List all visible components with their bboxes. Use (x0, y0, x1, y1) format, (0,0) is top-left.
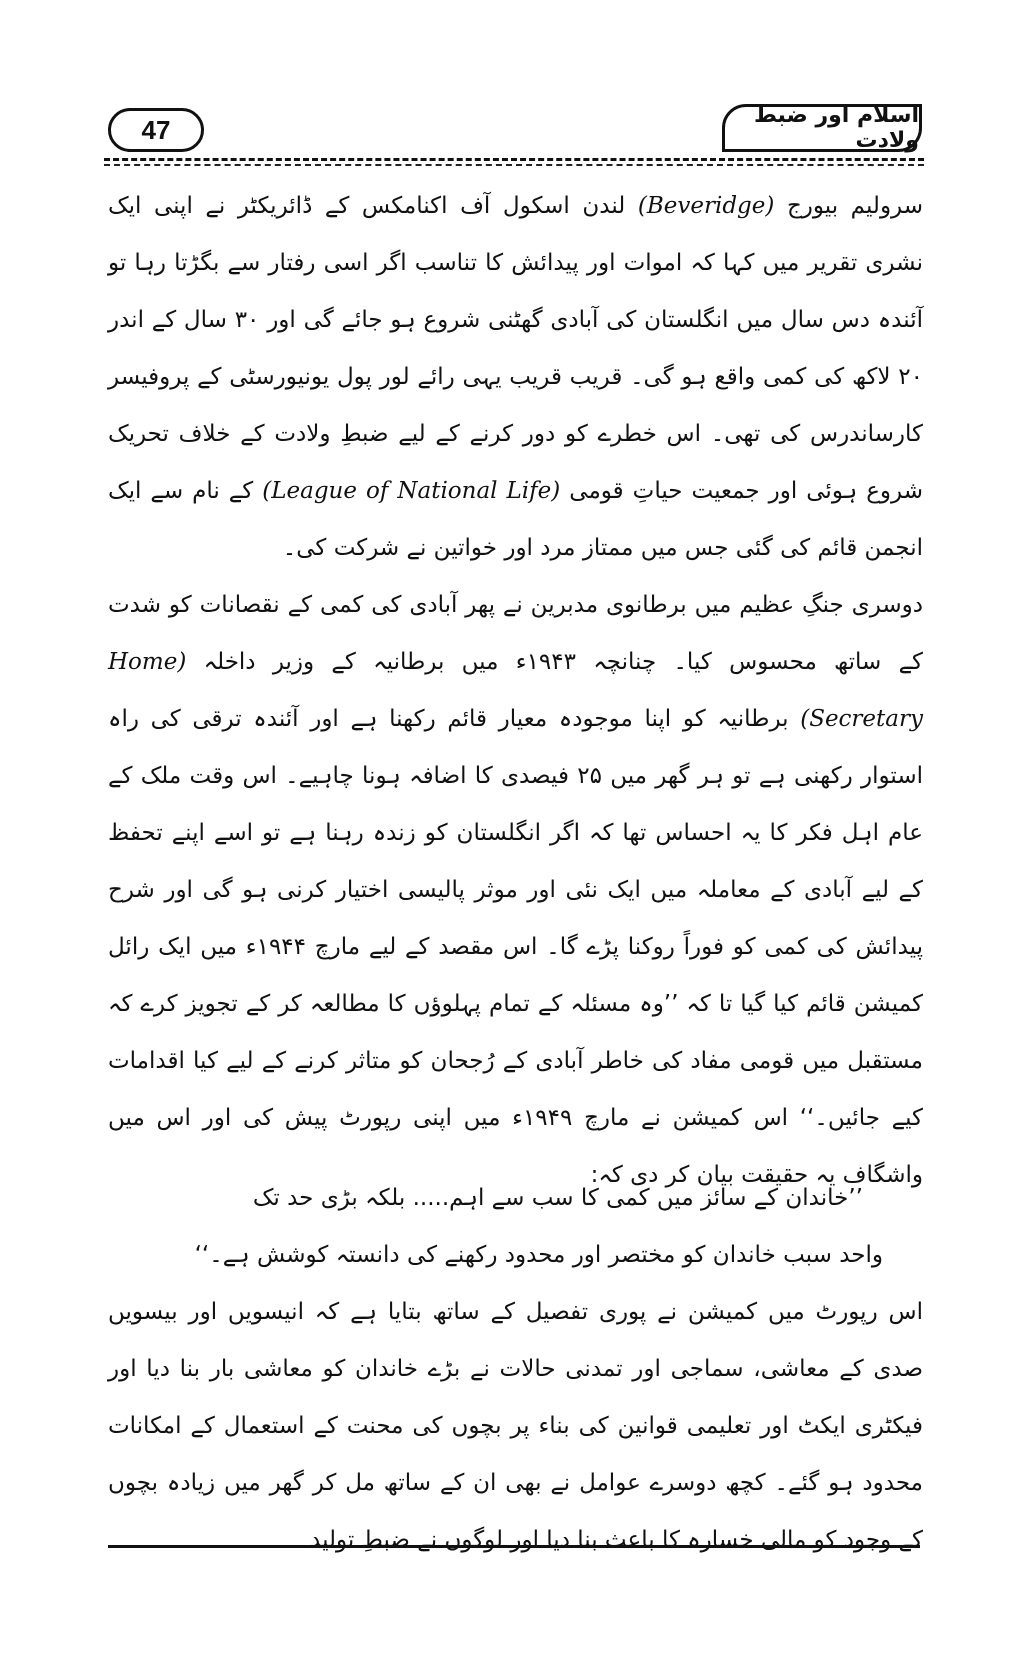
header-rule-secondary (104, 164, 924, 166)
paragraph-1-text-c: کے نام سے ایک انجمن قائم کی گئی جس میں ممتاز مرد اور خواتین نے شرکت کی۔ (108, 478, 923, 561)
body-text (108, 178, 923, 1204)
quote-line-1: ’’خاندان کے سائز میں کمی کا سب سے اہم..... بلکہ بڑی حد تک (252, 1185, 863, 1211)
quote-line-2: واحد سبب خاندان کو مختصر اور محدود رکھنے کی دانستہ کوشش ہے۔‘‘ (194, 1242, 883, 1268)
paragraph-1-text-a: سرولیم بیورج (774, 193, 924, 219)
book-title: اسلام اور ضبط ولادت (722, 104, 922, 152)
paragraph-1-latin-b: (League of National Life) (262, 478, 561, 504)
block-quote (108, 1170, 923, 1284)
paragraph-2-latin: (Home Secretary) (108, 649, 923, 732)
paragraph-1 (108, 178, 923, 577)
paragraph-2 (108, 577, 923, 1204)
paragraph-2-text-b: برطانیہ کو اپنا موجودہ معیار قائم رکھنا ہے اور آئندہ ترقی کی راہ استوار رکھنی ہے تو ہر گھر میں ۲۵ فیصدی کا اضافہ ہونا چاہیے۔ اس وقت ملک کے عام اہل فکر کا یہ احساس تھا کہ اگر انگلستان کو زندہ رہنا ہے تو اسے اپنے تحفظ کے لیے آبادی کے معاملہ میں ایک نئی اور موثر پالیسی اختیار کرنی ہو گی اور شرح پیدائش کی کمی کو فوراً روکنا پڑے گا۔ اس مقصد کے لیے مارچ ۱۹۴۴ء میں ایک رائل کمیشن قائم کیا گیا تا کہ ’’وہ مسئلہ کے تمام پہلوؤں کا مطالعہ کر کے تجویز کرے کہ مستقبل میں قومی مفاد کی خاطر آبادی کے رُجحان کو متاثر کرنے کے لیے کیا اقدامات کیے جائیں۔‘‘ اس کمیشن نے مارچ ۱۹۴۹ء میں اپنی رپورٹ پیش کی اور اس میں واشگاف یہ حقیقت بیان کر دی کہ: (108, 706, 923, 1188)
paragraph-2-text-a: دوسری جنگِ عظیم میں برطانوی مدبرین نے پھر آبادی کی کمی کے نقصانات کو شدت کے ساتھ محسوس کیا۔ چنانچہ ۱۹۴۳ء میں برطانیہ کے وزیر داخلہ (108, 592, 923, 675)
paragraph-3: اس رپورٹ میں کمیشن نے پوری تفصیل کے ساتھ بتایا ہے کہ انیسویں اور بیسویں صدی کے معاشی، سماجی اور تمدنی حالات نے بڑے خاندان کو معاشی بار بنا دیا اور فیکٹری ایکٹ اور تعلیمی قوانین کی بناء پر بچوں کی محنت کے استعمال کے امکانات محدود ہو گئے۔ کچھ دوسرے عوامل نے بھی ان کے ساتھ مل کر گھر میں زیادہ بچوں کے وجود کو مالی خسارہ کا باعث بنا دیا اور لوگوں نے ضبطِ تولید (108, 1299, 923, 1553)
page-number: 47 (108, 108, 204, 152)
paragraph-1-text-b: لندن اسکول آف اکنامکس کے ڈائریکٹر نے اپنی ایک نشری تقریر میں کہا کہ اموات اور پیدائش کا تناسب اگر اسی رفتار سے بگڑتا رہا تو آئندہ دس سال میں انگلستان کی آبادی گھٹنی شروع ہو جائے گی اور ۳۰ سال کے اندر ۲۰ لاکھ کی کمی واقع ہو گی۔ قریب قریب یہی رائے لور پول یونیورسٹی کے پروفیسر کارساندرس کی تھی۔ اس خطرے کو دور کرنے کے لیے ضبطِ ولادت کے خلاف تحریک شروع ہوئی اور جمعیت حیاتِ قومی (108, 193, 923, 504)
paragraph-1-latin-a: (Beveridge) (637, 193, 775, 219)
closing-text (108, 1284, 923, 1569)
header-rule (104, 158, 924, 161)
footer-rule (108, 1545, 920, 1548)
